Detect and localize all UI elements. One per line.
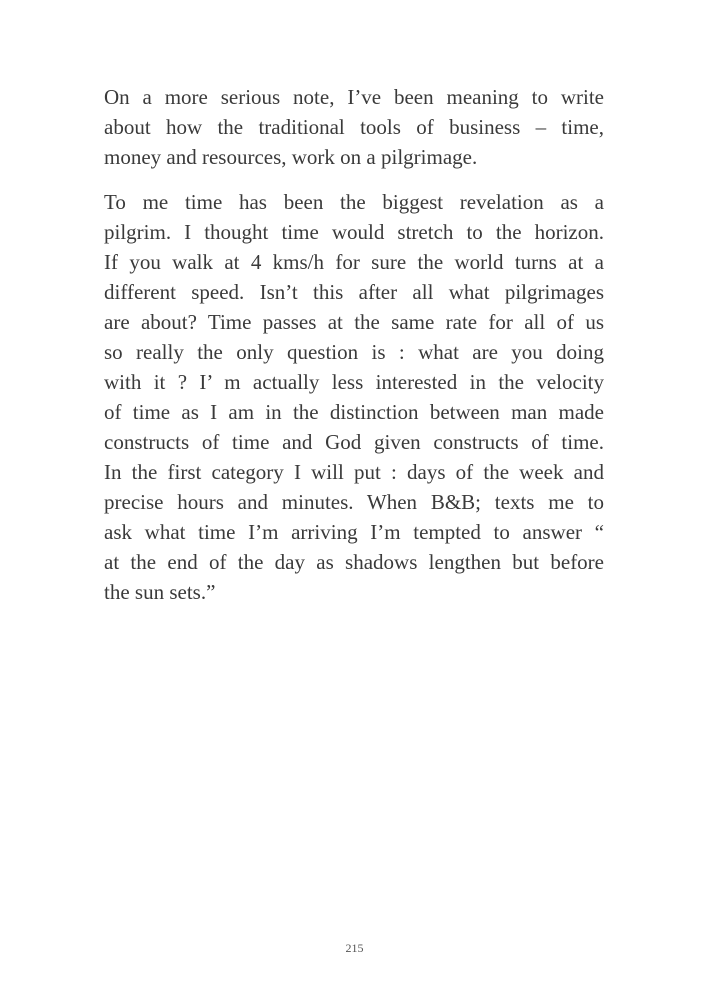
text-line: with it ? I’ m actually less interested in the velocity: [104, 370, 604, 394]
text-line: constructs of time and God given constructs of time.: [104, 430, 604, 454]
text-line: ask what time I’m arriving I’m tempted to answer “: [104, 520, 604, 544]
text-line: precise hours and minutes. When B&B; texts me to: [104, 490, 604, 514]
body-text: [104, 82, 604, 607]
text-line: about how the traditional tools of business – time,: [104, 115, 604, 139]
text-line: the sun sets.”: [104, 580, 216, 604]
page-number: 215: [345, 941, 364, 955]
text-line: at the end of the day as shadows lengthen but before: [104, 550, 604, 574]
text-line: money and resources, work on a pilgrimage.: [104, 145, 478, 169]
text-line: In the first category I will put : days of the week and: [104, 460, 604, 484]
text-line: so really the only question is : what are you doing: [104, 340, 604, 364]
text-line: different speed. Isn’t this after all what pilgrimages: [104, 280, 604, 304]
text-line: of time as I am in the distinction between man made: [104, 400, 604, 424]
text-line: If you walk at 4 kms/h for sure the world turns at a: [104, 250, 604, 274]
paragraph-2: [104, 187, 604, 607]
paragraph-1: [104, 82, 604, 172]
text-line: On a more serious note, I’ve been meaning to write: [104, 85, 604, 109]
text-line: To me time has been the biggest revelation as a: [104, 190, 604, 214]
text-line: are about? Time passes at the same rate for all of us: [104, 310, 604, 334]
text-line: pilgrim. I thought time would stretch to the horizon.: [104, 220, 604, 244]
